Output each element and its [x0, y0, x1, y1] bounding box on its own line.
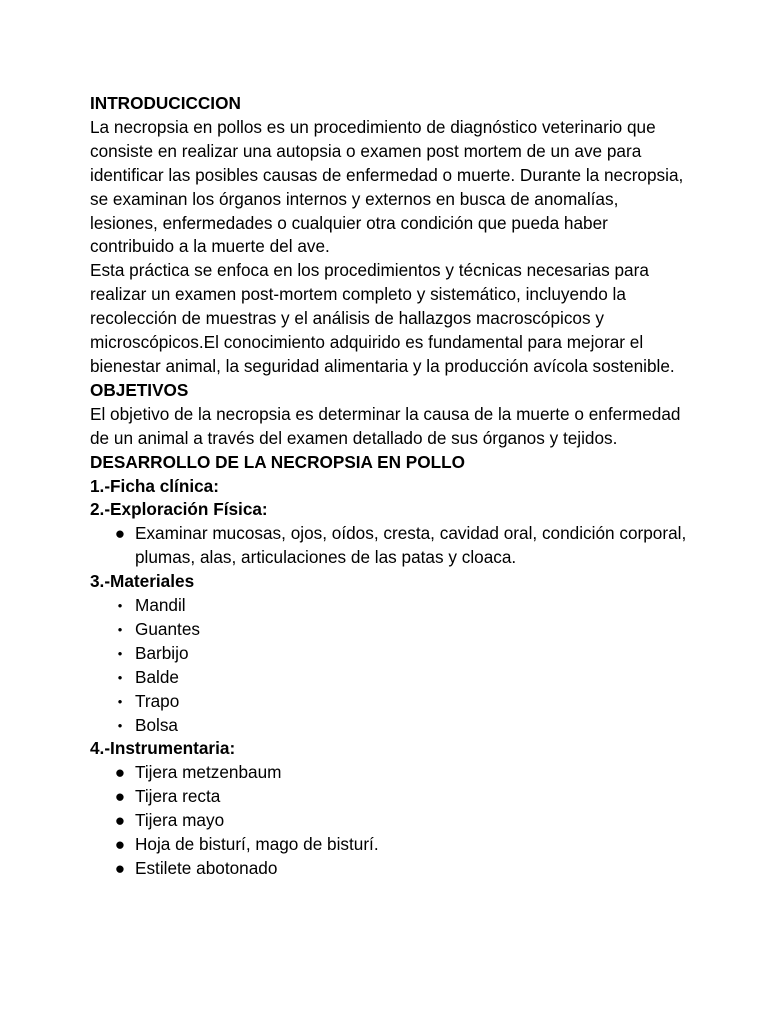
- list-item: [90, 857, 690, 881]
- development-heading: DESARROLLO DE LA NECROPSIA EN POLLO: [90, 451, 465, 472]
- list-item-text: Hoja de bisturí, mago de bisturí.: [135, 834, 379, 855]
- intro-paragraph-1: La necropsia en pollos es un procedimiento de diagnóstico veterinario que consiste en realizar una autopsia o examen post mortem de un ave para identificar las posibles causas de enfermedad o muerte. Durante la necropsia, se examinan los órganos internos y externos en busca de anomalías, lesiones, enfermedades o cualquier otra condición que pueda haber contribuido a la muerte del ave.: [90, 116, 684, 257]
- list-item: [90, 618, 690, 642]
- list-item: [90, 690, 690, 714]
- list-item-text: Bolsa: [135, 714, 178, 735]
- list-item-text: Examinar mucosas, ojos, oídos, cresta, cavidad oral, condición corporal, plumas, alas, articulaciones de las patas y cloaca.: [135, 523, 687, 568]
- list-item-text: Guantes: [135, 618, 200, 639]
- materiales-list: [90, 594, 690, 737]
- list-item-text: Tijera recta: [135, 786, 221, 807]
- filled-circle-bullet-icon: ●: [114, 810, 126, 831]
- small-bullet-icon: •: [117, 669, 123, 685]
- filled-circle-bullet-icon: ●: [114, 523, 126, 544]
- exploracion-list: [90, 522, 690, 570]
- list-item: [90, 666, 690, 690]
- small-bullet-icon: •: [117, 621, 123, 637]
- list-item-text: Tijera metzenbaum: [135, 762, 282, 783]
- list-item: [90, 833, 690, 857]
- list-item-text: Mandil: [135, 595, 186, 616]
- list-item: [90, 785, 690, 809]
- list-item-text: Tijera mayo: [135, 810, 225, 831]
- objectives-paragraph: El objetivo de la necropsia es determinar la causa de la muerte o enfermedad de un animal a través del examen detallado de sus órganos y tejidos.: [90, 403, 681, 448]
- filled-circle-bullet-icon: ●: [114, 786, 126, 807]
- instrumentaria-heading: 4.-Instrumentaria:: [90, 738, 236, 759]
- materiales-heading: 3.-Materiales: [90, 571, 195, 592]
- list-item: [90, 594, 690, 618]
- small-bullet-icon: •: [117, 598, 123, 614]
- list-item: [90, 642, 690, 666]
- small-bullet-icon: •: [117, 693, 123, 709]
- list-item: [90, 522, 690, 570]
- exploracion-heading: 2.-Exploración Física:: [90, 499, 268, 520]
- filled-circle-bullet-icon: ●: [114, 858, 126, 878]
- filled-circle-bullet-icon: ●: [114, 834, 126, 855]
- list-item-text: Trapo: [135, 690, 180, 711]
- ficha-clinica-heading: 1.-Ficha clínica:: [90, 475, 219, 496]
- small-bullet-icon: •: [117, 645, 123, 661]
- small-bullet-icon: •: [117, 717, 123, 733]
- intro-paragraph-2: Esta práctica se enfoca en los procedimientos y técnicas necesarias para realizar un examen post-mortem completo y sistemático, incluyendo la recolección de muestras y el análisis de hallazgos macroscópicos y microscópicos.El conocimiento adquirido es fundamental para mejorar el bienestar animal, la seguridad alimentaria y la producción avícola sostenible.: [90, 260, 675, 376]
- list-item: [90, 714, 690, 738]
- list-item-text: Estilete abotonado: [135, 858, 278, 878]
- list-item: [90, 809, 690, 833]
- list-item: [90, 761, 690, 785]
- filled-circle-bullet-icon: ●: [114, 762, 126, 783]
- list-item-text: Barbijo: [135, 642, 189, 663]
- list-item-text: Balde: [135, 666, 179, 687]
- intro-heading: INTRODUCICCION: [90, 93, 241, 113]
- instrumentaria-list: [90, 761, 690, 881]
- document-page: [90, 92, 690, 881]
- objectives-heading: OBJETIVOS: [90, 379, 189, 400]
